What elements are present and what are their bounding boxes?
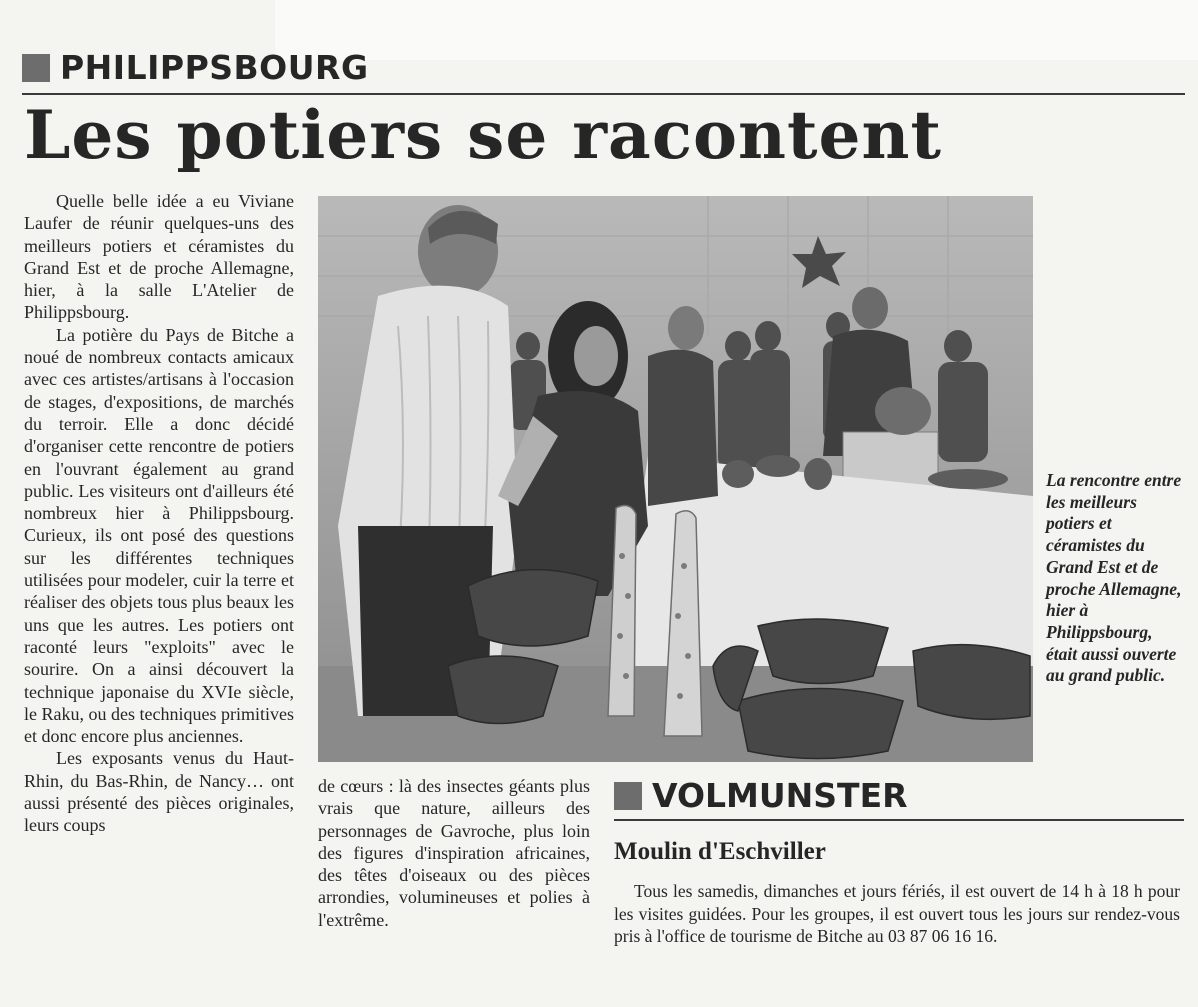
photo-pottery-exhibition-icon [318, 196, 1033, 762]
kicker-square-icon [614, 782, 642, 810]
article-paragraph: de cœurs : là des insectes géants plus vrais que nature, ailleurs des personnages de Gavroche, plus loin des figures d'inspiration africaines, des têtes d'oiseaux ou des pièces arrondies, volumineuses et polies à l'extrême. [318, 776, 590, 930]
article-column-1 [24, 190, 294, 837]
headline: Les potiers se racontent [24, 96, 942, 174]
section-rule [22, 93, 1185, 95]
article-paragraph: Quelle belle idée a eu Viviane Laufer de réunir quelques-uns des meilleurs potiers et céramistes du Grand Est et de proche Allemagne, hier, à la salle L'Atelier de Philippsbourg. [24, 191, 294, 323]
volmunster-kicker [614, 776, 908, 815]
volmunster-body [614, 880, 1180, 948]
article-paragraph: La potière du Pays de Bitche a noué de nombreux contacts amicaux avec ces artistes/artisans à l'occasion de stages, d'expositions, de marchés du terroir. Elle a donc décidé d'organiser cette rencontre de potiers en l'ouvrant également au grand public. Les visiteurs ont d'ailleurs été nombreux hier à Philippsbourg. Curieux, ils ont posé des questions sur les différentes techniques utilisées pour modeler, cuir la terre et réaliser des objets tous plus beaux les uns que les autres. Les potiers ont raconté leurs "exploits" avec le sourire. On a ainsi découvert la technique japonaise du XVIe siècle, le Raku, ou des techniques primitives et donc encore plus anciennes. [24, 324, 294, 747]
kicker-square-icon [22, 54, 50, 82]
article-paragraph: Les exposants venus du Haut-Rhin, du Bas-Rhin, de Nancy… ont aussi présenté des pièces originales, leurs coups [24, 748, 294, 836]
photo-caption: La rencontre entre les meilleurs potiers et céramistes du Grand Est et de proche Allemagne, hier à Philippsbourg, était aussi ouverte au grand public. [1046, 470, 1182, 686]
scan-background [275, 0, 1198, 60]
volmunster-rule [614, 819, 1184, 821]
volmunster-paragraph: Tous les samedis, dimanches et jours fériés, il est ouvert de 14 h à 18 h pour les visites guidées. Pour les groupes, il est ouvert tous les jours sur rendez-vous pris à l'office de tourisme de Bitche au 03 87 06 16 16. [614, 881, 1180, 946]
volmunster-title: Moulin d'Eschviller [614, 838, 826, 865]
section-kicker [22, 48, 369, 87]
section-label: PHILIPPSBOURG [60, 48, 369, 87]
article-column-2 [318, 775, 590, 931]
volmunster-section-label: VOLMUNSTER [652, 776, 908, 815]
article-photo [318, 196, 1033, 762]
